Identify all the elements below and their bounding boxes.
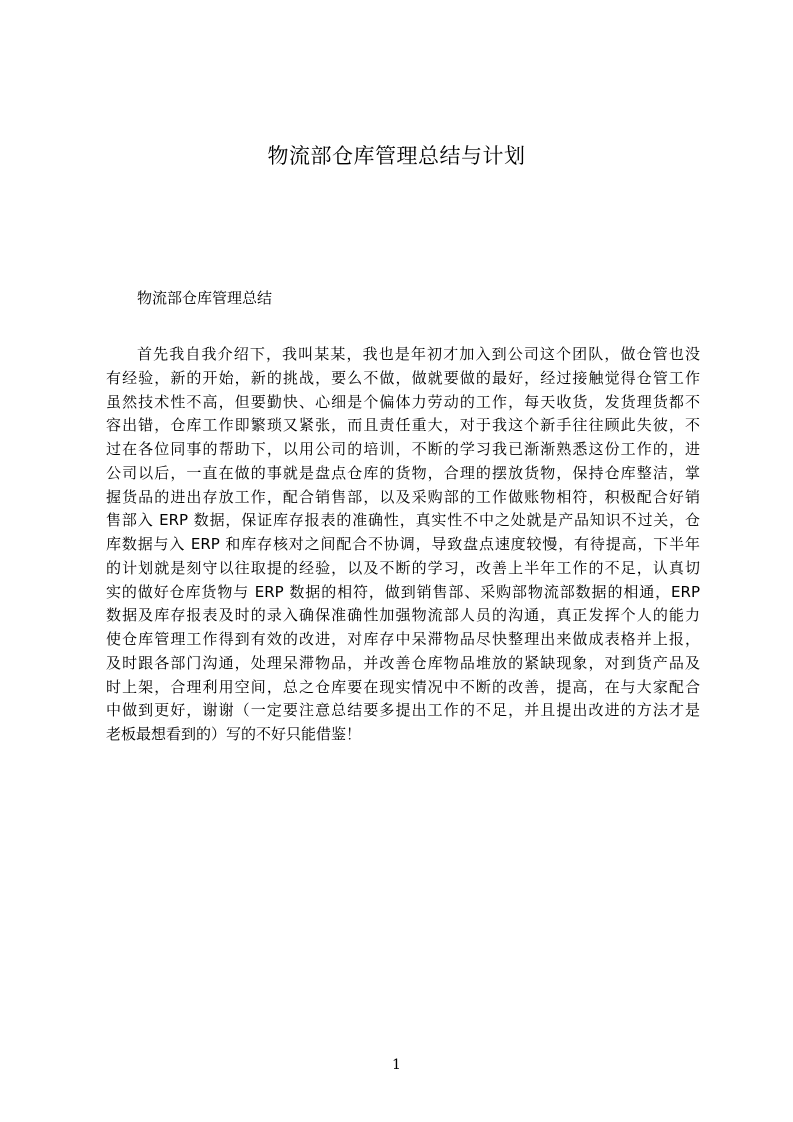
body-line: 公司以后，一直在做的事就是盘点仓库的货物，合理的摆放货物，保持仓库整洁，掌 (106, 463, 700, 482)
body-line: 容出错，仓库工作即繁琐又紧张，而且责任重大，对于我这个新手往往顾此失彼，不 (106, 416, 700, 435)
body-line: 售部入 ERP 数据，保证库存报表的准确性，真实性不中之处就是产品知识不过关，仓 (106, 511, 700, 530)
body-line: 时上架，合理利用空间，总之仓库要在现实情况中不断的改善，提高，在与大家配合 (106, 677, 700, 696)
body-line: 虽然技术性不高，但要勤快、心细是个偏体力劳动的工作，每天收货，发货理货都不 (106, 392, 700, 411)
body-paragraph (106, 343, 700, 747)
body-line: 握货品的进出存放工作，配合销售部，以及采购部的工作做账物相符，积极配合好销 (106, 487, 700, 506)
body-line: 老板最想看到的）写的不好只能借鉴！ (106, 725, 362, 743)
body-line: 过在各位同事的帮助下，以用公司的培训，不断的学习我已渐渐熟悉这份工作的，进 (106, 440, 700, 458)
body-line: 有经验，新的开始，新的挑战，要么不做，做就要做的最好，经过接触觉得仓管工作 (106, 368, 700, 387)
body-line: 库数据与入 ERP 和库存核对之间配合不协调，导致盘点速度较慢，有待提高，下半年 (106, 535, 700, 553)
page-number: 1 (392, 1057, 401, 1073)
body-line: 实的做好仓库货物与 ERP 数据的相符，做到销售部、采购部物流部数据的相通，ERP (106, 582, 700, 601)
body-line: 首先我自我介绍下，我叫某某，我也是年初才加入到公司这个团队，做仓管也没 (137, 345, 700, 363)
body-line: 数据及库存报表及时的录入确保准确性加强物流部人员的沟通，真正发挥个人的能力 (106, 606, 700, 625)
body-line: 中做到更好，谢谢（一定要注意总结要多提出工作的不足，并且提出改进的方法才是 (106, 701, 700, 720)
body-line: 的计划就是刻守以往取提的经验，以及不断的学习，改善上半年工作的不足，认真切 (106, 558, 700, 577)
document-title: 物流部仓库管理总结与计划 (267, 144, 526, 168)
body-line: 及时跟各部门沟通，处理呆滞物品，并改善仓库物品堆放的紧缺现象，对到货产品及 (106, 653, 700, 672)
section-heading: 物流部仓库管理总结 (137, 289, 273, 307)
body-line: 使仓库管理工作得到有效的改进，对库存中呆滞物品尽快整理出来做成表格并上报， (106, 630, 700, 648)
